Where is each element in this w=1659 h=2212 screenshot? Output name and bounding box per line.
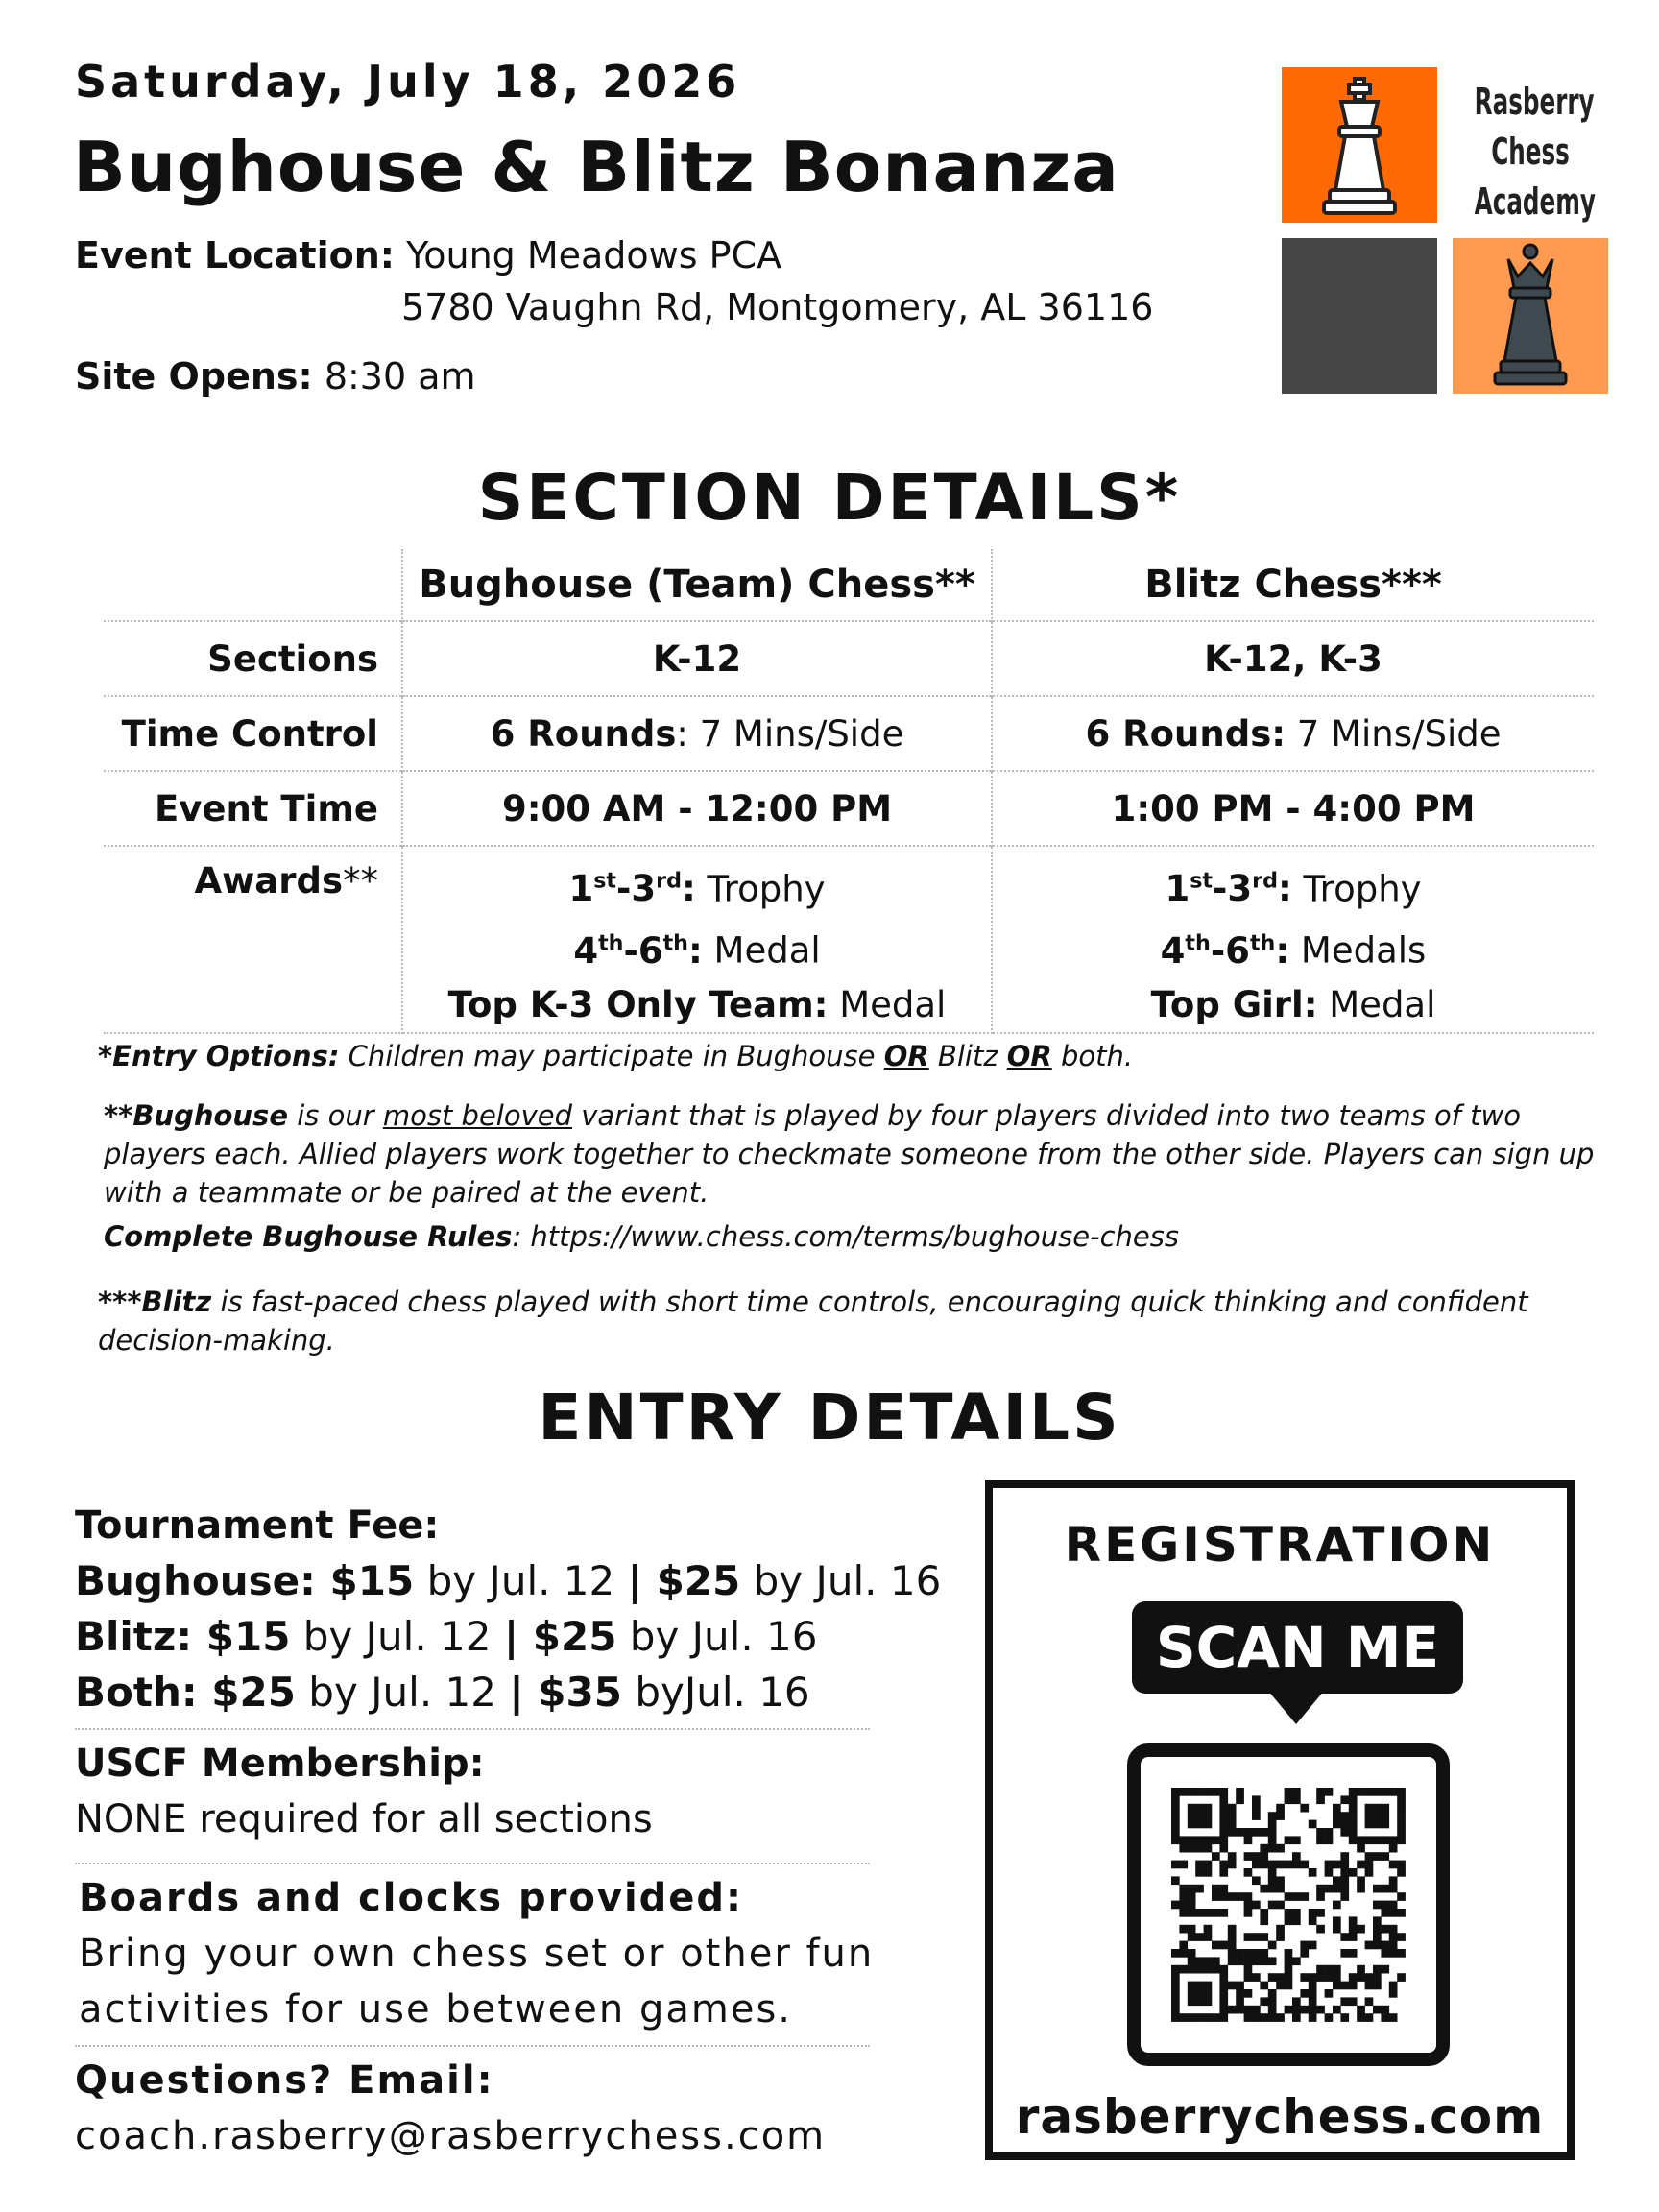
blitz-time-control: 6 Rounds: 7 Mins/Side [992, 696, 1594, 771]
uscf-label: USCF Membership: [75, 1742, 485, 1786]
award-line: 4th-6th: Medal [573, 929, 821, 972]
contact-email[interactable]: coach.rasberry@rasberrychess.com [75, 2114, 827, 2158]
event-location [75, 234, 781, 276]
table-row-awards [104, 846, 1594, 1033]
row-label-event-time: Event Time [104, 771, 402, 846]
queen-icon [1453, 238, 1608, 394]
divider [75, 1728, 870, 1730]
qr-code-icon[interactable] [1141, 1757, 1436, 2053]
registration-title: REGISTRATION [1064, 1517, 1496, 1573]
academy-logo [1282, 67, 1608, 396]
tournament-fee-block [75, 1498, 941, 1720]
award-line: 4th-6th: Medals [1160, 929, 1427, 972]
table-row [104, 771, 1594, 846]
divider [75, 2045, 870, 2047]
blitz-sections: K-12, K-3 [992, 621, 1594, 696]
site-opens-value: 8:30 am [324, 355, 476, 397]
questions-label: Questions? Email: [75, 2058, 494, 2103]
table-row [104, 621, 1594, 696]
bughouse-column-header: Bughouse (Team) Chess** [402, 549, 992, 621]
uscf-value: NONE required for all sections [75, 1797, 653, 1841]
table-row [104, 696, 1594, 771]
qr-code-frame[interactable] [1127, 1743, 1450, 2066]
row-label-time-control: Time Control [104, 696, 402, 771]
section-details-heading: SECTION DETAILS* [477, 461, 1182, 535]
speech-pointer [1267, 1690, 1325, 1724]
bughouse-awards [402, 846, 992, 1033]
award-line: Top K-3 Only Team: Medal [447, 983, 947, 1025]
registration-box [985, 1480, 1575, 2160]
blitz-awards [992, 846, 1594, 1033]
boards-line: Bring your own chess set or other fun [79, 1932, 875, 1976]
bughouse-note: **Bughouse is our most beloved variant that is played by four players divided into two teams of two players each. Allied players work together to checkmate someone from the other side. Players can sign up with a teammate or be paired at the event. [104, 1099, 1595, 1209]
location-address: 5780 Vaughn Rd, Montgomery, AL 36116 [401, 286, 1154, 328]
event-title: Bughouse & Blitz Bonanza [73, 127, 1119, 207]
bughouse-time-control: 6 Rounds: 7 Mins/Side [402, 696, 992, 771]
event-date: Saturday, July 18, 2026 [75, 56, 741, 108]
logo-orange-square [1282, 67, 1437, 223]
boards-label: Boards and clocks provided: [79, 1876, 744, 1920]
row-label-sections: Sections [104, 621, 402, 696]
uscf-block [75, 1736, 653, 1847]
blitz-column-header: Blitz Chess*** [1144, 563, 1442, 607]
boards-line: activities for use between games. [79, 1987, 792, 2032]
entry-options-note: *Entry Options: Children may participate in Bughouse OR Blitz OR both. [98, 1040, 1134, 1072]
location-label: Event Location: [75, 234, 395, 276]
award-line: Top Girl: Medal [1150, 983, 1436, 1025]
logo-text: Rasberry Chess Academy [1474, 81, 1596, 223]
bughouse-event-time: 9:00 AM - 12:00 PM [402, 771, 992, 846]
king-icon [1282, 67, 1437, 223]
location-name: Young Meadows PCA [406, 234, 782, 276]
fee-line: Both: $25 by Jul. 12 | $35 byJul. 16 [75, 1669, 810, 1716]
fee-line: Blitz: $15 by Jul. 12 | $25 by Jul. 16 [75, 1613, 818, 1660]
logo-gray-square [1282, 238, 1437, 394]
logo-peach-square [1453, 238, 1608, 394]
bughouse-rules-link[interactable]: Complete Bughouse Rules: https://www.chess.com/terms/bughouse-chess [104, 1220, 1179, 1253]
blitz-event-time: 1:00 PM - 4:00 PM [992, 771, 1594, 846]
row-label-awards: Awards** [104, 846, 402, 1033]
divider [75, 1863, 870, 1864]
fee-label: Tournament Fee: [75, 1503, 440, 1548]
award-line: 1st-3rd: Trophy [1165, 868, 1422, 910]
scan-me-label: SCAN ME [1132, 1601, 1463, 1694]
table-header-row [104, 549, 1594, 621]
questions-block [75, 2053, 826, 2164]
award-line: 1st-3rd: Trophy [568, 868, 826, 910]
fee-line: Bughouse: $15 by Jul. 12 | $25 by Jul. 16 [75, 1557, 942, 1604]
bughouse-sections: K-12 [402, 621, 992, 696]
section-details-table [104, 549, 1594, 1034]
site-opens-label: Site Opens: [75, 355, 313, 397]
blitz-note: ***Blitz is fast-paced chess played with short time controls, encouraging quick thinking and confident decision-making. [98, 1286, 1528, 1357]
registration-url[interactable]: rasberrychess.com [1015, 2089, 1545, 2145]
site-opens [75, 355, 476, 397]
boards-block [79, 1870, 874, 2037]
entry-details-heading: ENTRY DETAILS [538, 1381, 1121, 1455]
